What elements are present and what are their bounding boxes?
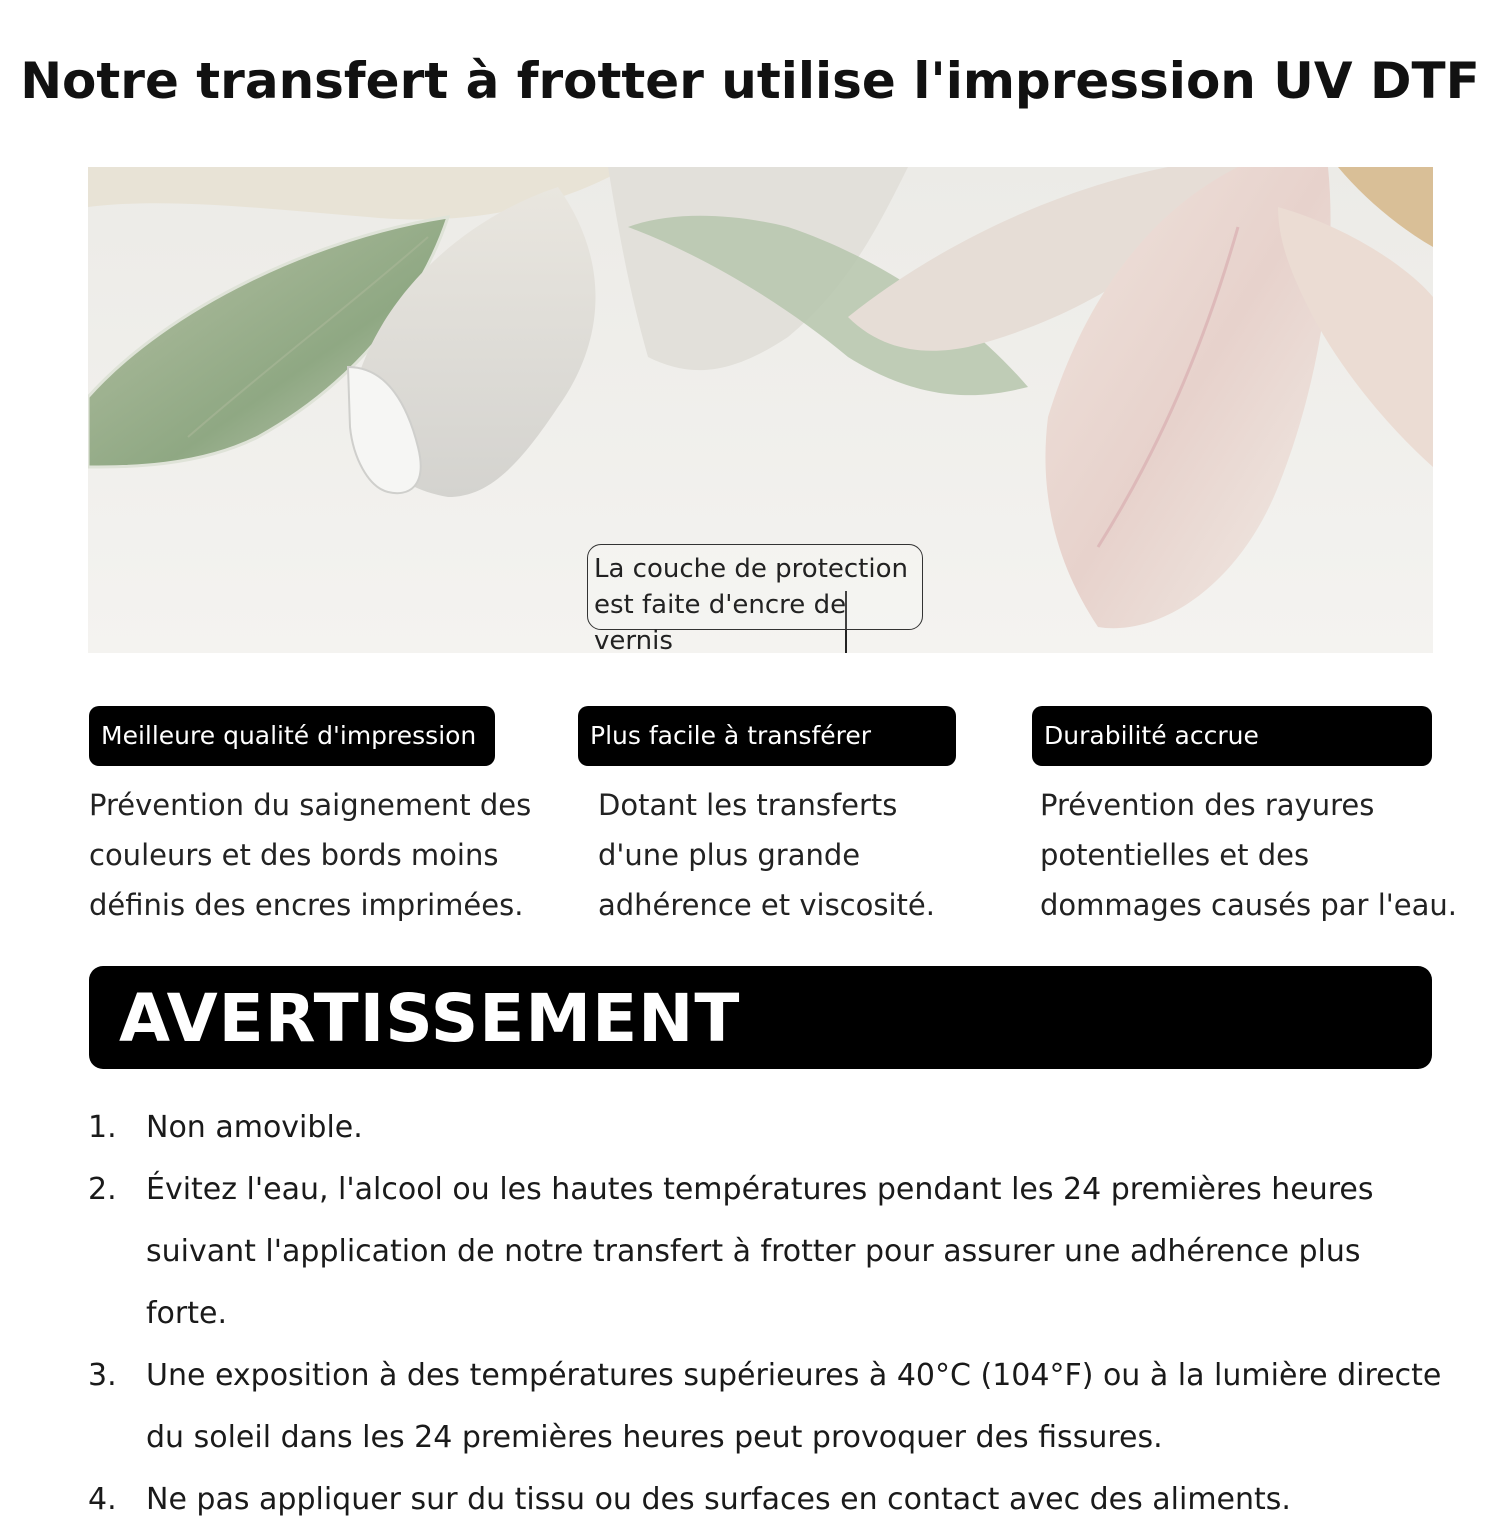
feature-2-line: Dotant les transferts xyxy=(598,788,898,822)
warning-item-text: Non amovible. xyxy=(146,1110,363,1145)
feature-1-description xyxy=(89,780,531,930)
page-title: Notre transfert à frotter utilise l'impression UV DTF xyxy=(20,52,1480,110)
warning-item-number: 4. xyxy=(88,1482,117,1517)
warning-item xyxy=(88,1159,1448,1345)
warning-item xyxy=(88,1097,1448,1159)
feature-2-line: d'une plus grande xyxy=(598,838,861,872)
warning-item-number: 1. xyxy=(88,1110,117,1145)
feature-3-line: potentielles et des xyxy=(1040,838,1310,872)
feature-2-description xyxy=(598,780,935,930)
feature-1-line: Prévention du saignement des xyxy=(89,788,532,822)
product-photo xyxy=(88,167,1433,653)
warning-item-text: Ne pas appliquer sur du tissu ou des surfaces en contact avec des aliments. xyxy=(146,1482,1291,1517)
warning-item-number: 3. xyxy=(88,1358,117,1393)
feature-3-line: dommages causés par l'eau. xyxy=(1040,888,1457,922)
callout-line-2: est faite d'encre de vernis xyxy=(594,590,847,653)
feature-2-label: Plus facile à transférer xyxy=(578,706,956,766)
warning-list xyxy=(88,1097,1448,1531)
feature-3-description xyxy=(1040,780,1457,930)
feature-1-label: Meilleure qualité d'impression xyxy=(89,706,495,766)
warning-item-text: Évitez l'eau, l'alcool ou les hautes températures pendant les 24 premières heures suivant l'application de notre transfert à frotter pour assurer une adhérence plus forte. xyxy=(146,1172,1374,1331)
warning-item xyxy=(88,1345,1448,1469)
feature-1-line: couleurs et des bords moins xyxy=(89,838,499,872)
feature-3-label: Durabilité accrue xyxy=(1032,706,1432,766)
warning-item xyxy=(88,1469,1448,1531)
callout-line-1: La couche de protection xyxy=(594,554,908,584)
feature-2-line: adhérence et viscosité. xyxy=(598,888,935,922)
warning-item-number: 2. xyxy=(88,1172,117,1207)
feature-3-line: Prévention des rayures xyxy=(1040,788,1375,822)
callout-label xyxy=(587,544,923,653)
feature-1-line: définis des encres imprimées. xyxy=(89,888,524,922)
warning-heading: AVERTISSEMENT xyxy=(89,966,1432,1069)
warning-item-text: Une exposition à des températures supérieures à 40°C (104°F) ou à la lumière directe du soleil dans les 24 premières heures peut provoquer des fissures. xyxy=(146,1358,1442,1455)
